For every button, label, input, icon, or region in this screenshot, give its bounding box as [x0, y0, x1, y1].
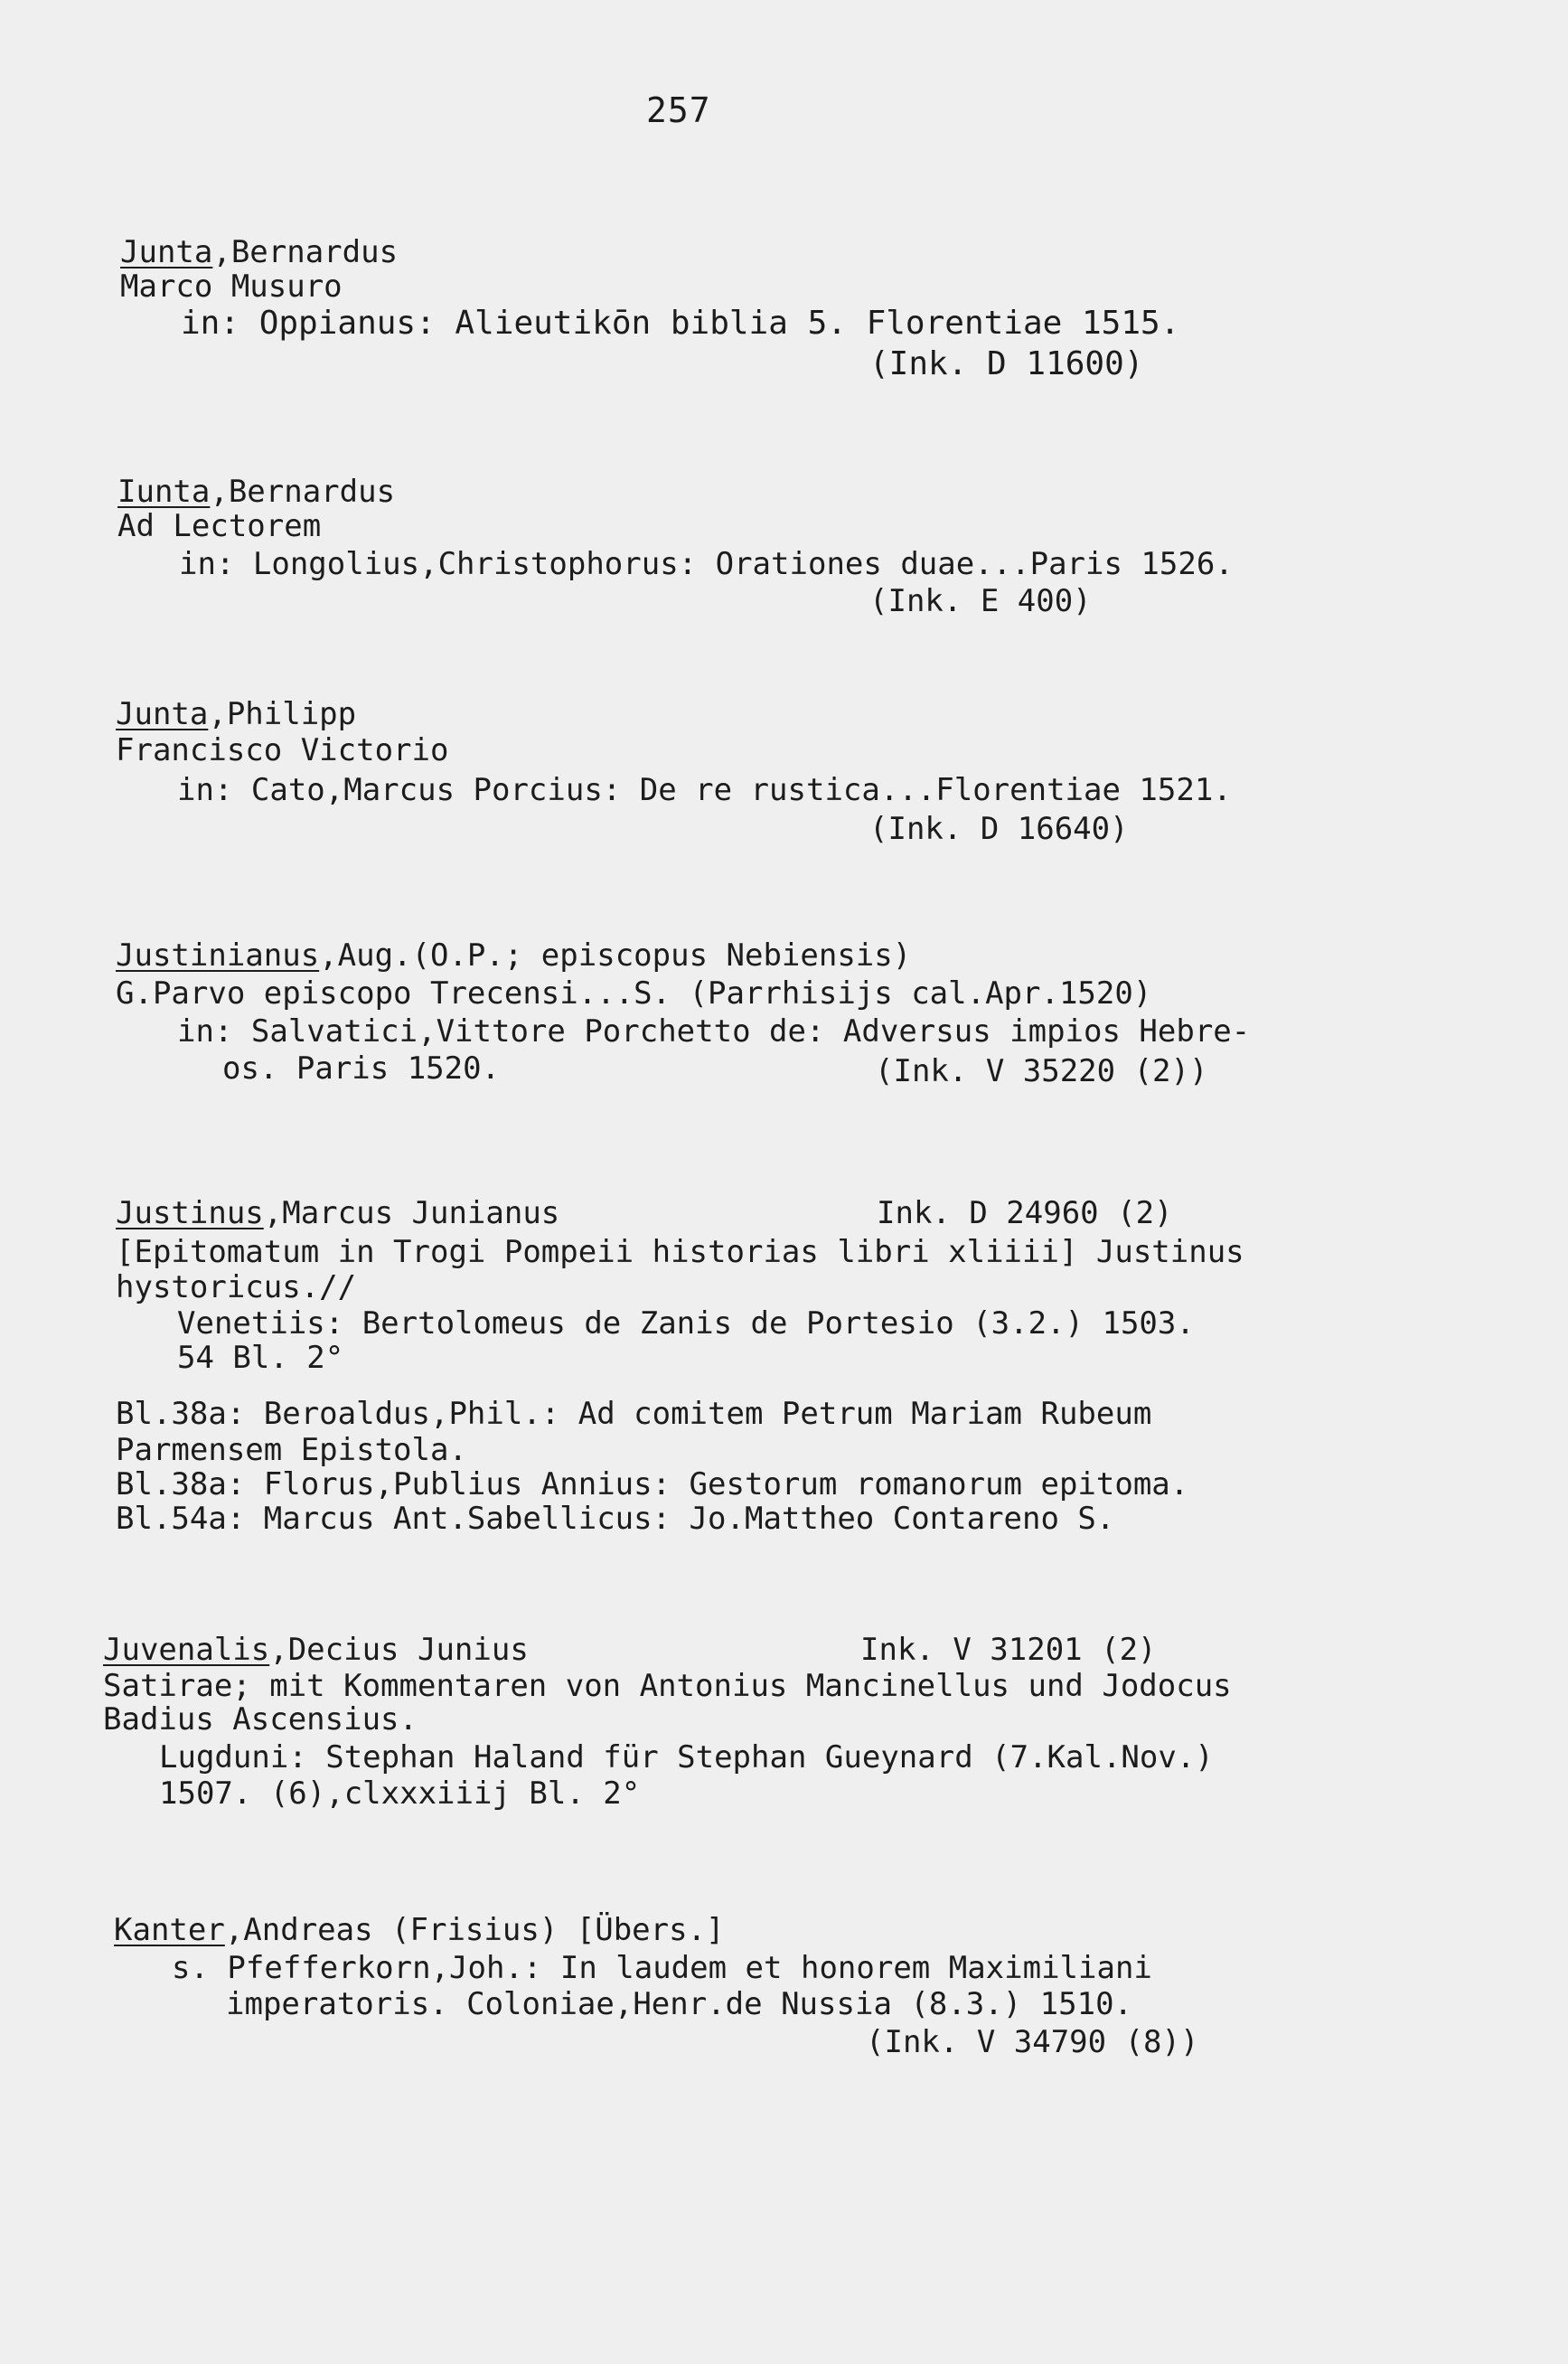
shelfmark: (Ink. E 400): [869, 583, 1092, 619]
heading-name: Juvenalis: [103, 1632, 270, 1668]
entry-line: in: Oppianus: Alieutikōn biblia 5. Florentiae 1515.: [181, 305, 1180, 342]
heading-name: Iunta: [117, 474, 211, 510]
heading-rest: ,Bernardus: [212, 234, 399, 270]
entry-line: Ad Lectorem: [117, 508, 322, 544]
entry-line: imperatoris. Coloniae,Henr.de Nussia (8.3.) 1510.: [226, 1986, 1133, 2022]
entry-line: Bl.38a: Florus,Publius Annius: Gestorum romanorum epitoma.: [116, 1466, 1189, 1502]
shelfmark: (Ink. D 11600): [869, 345, 1144, 382]
page-number: 257: [646, 90, 711, 130]
entry-heading: [116, 696, 357, 732]
shelfmark: (Ink. V 34790 (8)): [866, 2024, 1199, 2060]
entry-line: os. Paris 1520.: [222, 1050, 501, 1087]
entry-line: Satirae; mit Kommentaren von Antonius Mancinellus und Jodocus: [103, 1668, 1232, 1704]
entry-heading: [103, 1632, 529, 1668]
entry-line: Francisco Victorio: [116, 732, 449, 768]
heading-rest: ,Andreas (Frisius) [Übers.]: [224, 1912, 725, 1948]
heading-rest: ,Bernardus: [210, 474, 396, 510]
heading-rest: ,Decius Junius: [269, 1632, 529, 1668]
entry-heading: [117, 474, 396, 510]
shelfmark: Ink. V 31201 (2): [860, 1632, 1157, 1668]
heading-rest: ,Philipp: [208, 696, 357, 732]
entry-line: Badius Ascensius.: [103, 1701, 418, 1738]
entry-line: Bl.54a: Marcus Ant.Sabellicus: Jo.Mattheo Contareno S.: [116, 1501, 1115, 1537]
heading-rest: ,Aug.(O.P.; episcopus Nebiensis): [319, 937, 912, 974]
entry-line: Venetiis: Bertolomeus de Zanis de Portesio (3.2.) 1503.: [177, 1305, 1195, 1342]
entry-heading: [120, 234, 399, 270]
shelfmark: (Ink. V 35220 (2)): [875, 1053, 1208, 1089]
entry-line: 54 Bl. 2°: [177, 1340, 344, 1376]
entry-line: in: Cato,Marcus Porcius: De re rustica...Florentiae 1521.: [177, 772, 1232, 808]
entry-line: Parmensem Epistola.: [116, 1432, 467, 1468]
entry-line: Bl.38a: Beroaldus,Phil.: Ad comitem Petrum Mariam Rubeum: [116, 1396, 1152, 1432]
entry-line: G.Parvo episcopo Trecensi...S. (Parrhisijs cal.Apr.1520): [116, 975, 1152, 1012]
entry-line: in: Salvatici,Vittore Porchetto de: Adversus impios Hebre-: [177, 1013, 1251, 1050]
entry-line: Lugduni: Stephan Haland für Stephan Gueynard (7.Kal.Nov.): [159, 1739, 1214, 1775]
entry-heading: [116, 937, 912, 974]
heading-name: Junta: [116, 696, 209, 732]
entry-line: hystoricus.//: [116, 1269, 357, 1305]
entry-line: 1507. (6),clxxxiiij Bl. 2°: [159, 1775, 641, 1812]
shelfmark: (Ink. D 16640): [869, 811, 1129, 847]
heading-name: Justinianus: [116, 937, 320, 974]
entry-line: Marco Musuro: [120, 268, 343, 305]
entry-heading: [114, 1912, 725, 1948]
heading-name: Kanter: [114, 1912, 225, 1948]
shelfmark: Ink. D 24960 (2): [877, 1195, 1173, 1231]
heading-rest: ,Marcus Junianus: [263, 1195, 560, 1231]
heading-name: Justinus: [116, 1195, 264, 1231]
entry-line: [Epitomatum in Trogi Pompeii historias libri xliiii] Justinus: [116, 1234, 1244, 1270]
entry-heading: [116, 1195, 560, 1231]
entry-line: in: Longolius,Christophorus: Orationes duae...Paris 1526.: [179, 546, 1234, 582]
heading-name: Junta: [120, 234, 213, 270]
entry-line: s. Pfefferkorn,Joh.: In laudem et honorem Maximiliani: [172, 1950, 1152, 1986]
